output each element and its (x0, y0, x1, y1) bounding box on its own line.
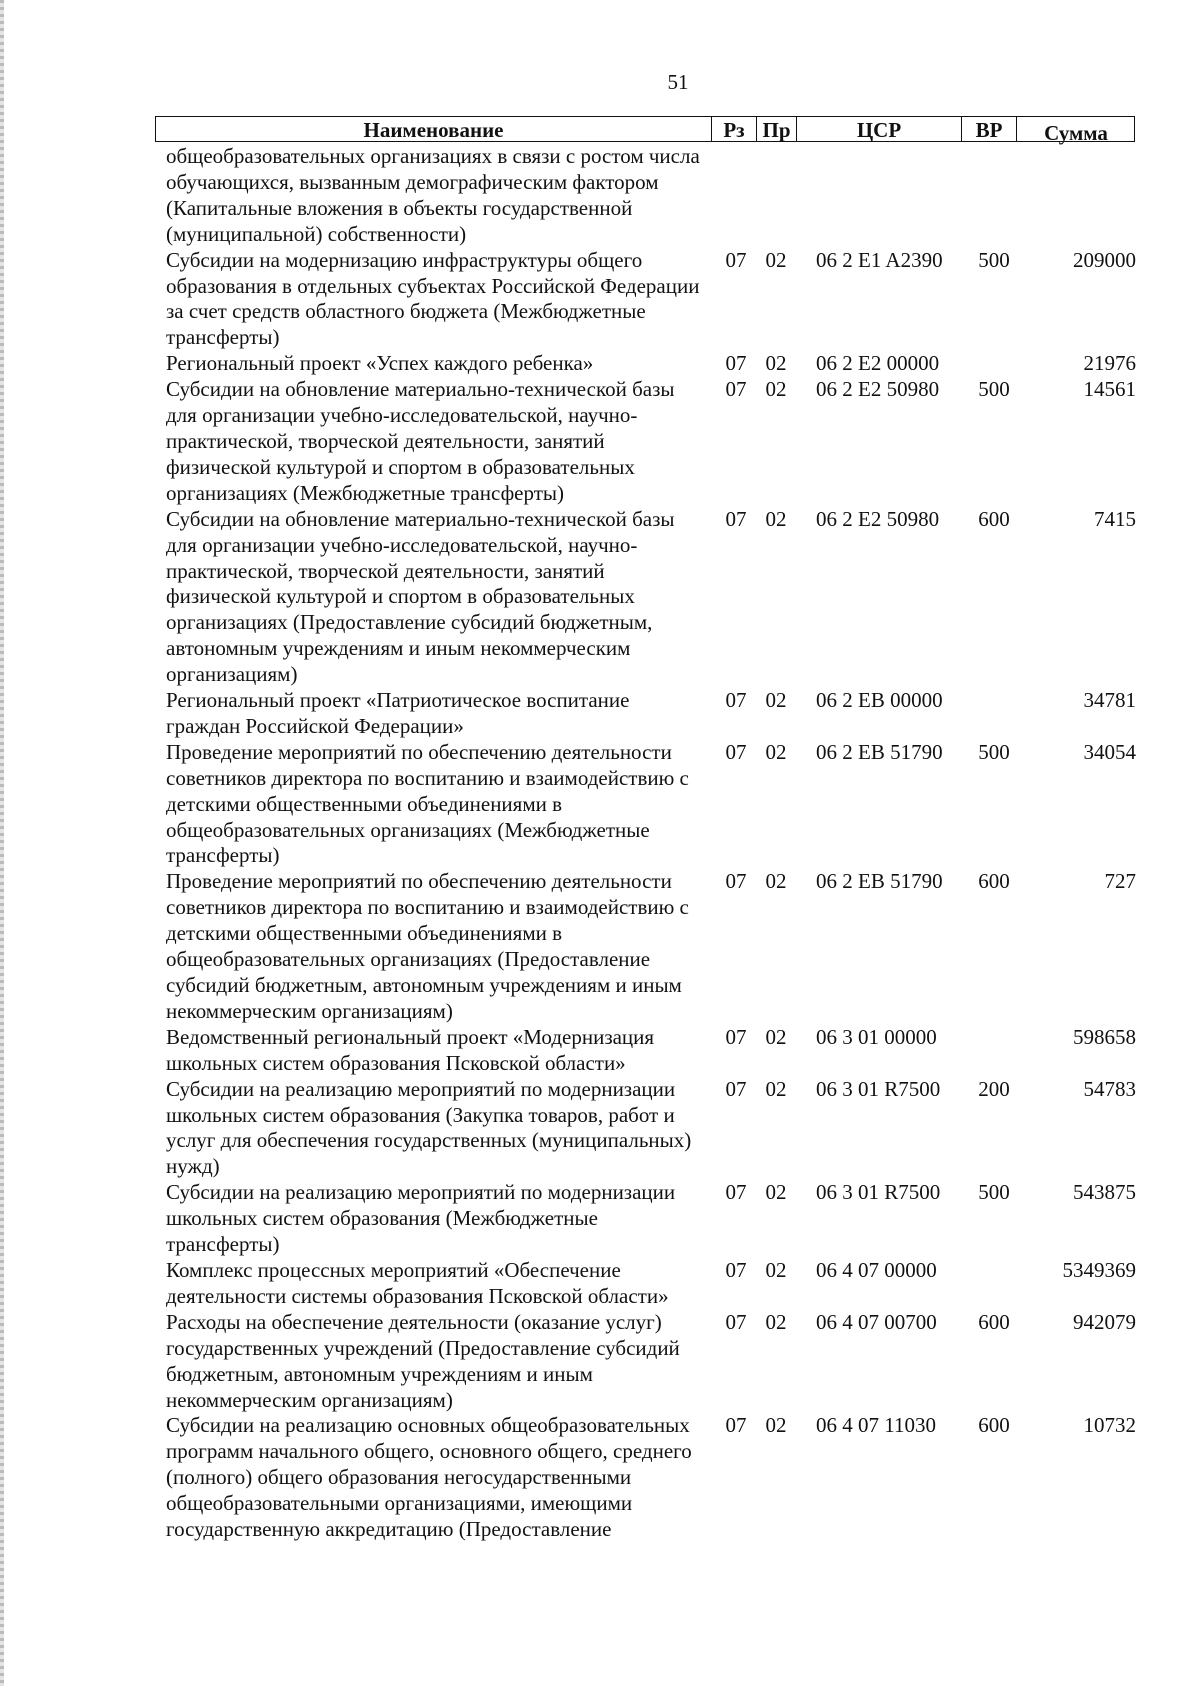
row-pr: 02 (765, 688, 787, 713)
row-csr: 06 4 07 11030 (816, 1413, 936, 1438)
row-rz: 07 (725, 1076, 747, 1101)
row-sum: 5349369 (1062, 1257, 1136, 1282)
table-row (166, 377, 1146, 507)
row-name: Субсидии на реализацию основных общеобразовательных программ начального общего, основного общего, среднего (полного) общего образования негосударственными общеобразовательными организациями, имеющими государственную аккредитацию (Предоставление (166, 1413, 692, 1542)
row-pr: 02 (765, 351, 787, 376)
header-rz: Рз (711, 117, 756, 141)
row-sum: 727 (1104, 869, 1136, 894)
row-name: Ведомственный региональный проект «Модернизация школьных систем образования Псковской области» (166, 1024, 655, 1075)
table-row (166, 1258, 1146, 1310)
row-name: Субсидии на реализацию мероприятий по модернизации школьных систем образования (Межбюджетные трансферты) (166, 1180, 676, 1257)
row-csr: 06 2 E2 50980 (816, 377, 940, 402)
row-vr: 600 (978, 506, 1010, 531)
row-name: Региональный проект «Успех каждого ребенка» (166, 351, 594, 376)
table-row (166, 869, 1146, 1024)
row-pr: 02 (765, 247, 787, 272)
row-rz: 07 (725, 1413, 747, 1438)
row-rz: 07 (725, 869, 747, 894)
row-vr: 200 (978, 1076, 1010, 1101)
row-csr: 06 3 01 00000 (816, 1024, 937, 1049)
row-rz: 07 (725, 1180, 747, 1205)
table-row (166, 1025, 1146, 1077)
row-vr: 600 (978, 1309, 1010, 1334)
row-rz: 07 (725, 247, 747, 272)
row-pr: 02 (765, 506, 787, 531)
table-row (166, 688, 1146, 740)
row-sum: 21976 (1083, 351, 1136, 376)
row-csr: 06 2 E2 50980 (816, 506, 940, 531)
row-csr: 06 4 07 00700 (816, 1309, 937, 1334)
row-name: общеобразовательных организациях в связи с ростом числа обучающихся, вызванным демографическим фактором (Капитальные вложения в объекты государственной (муниципальной) собственности) (166, 144, 700, 246)
row-csr: 06 2 E1 A2390 (816, 247, 943, 272)
row-rz: 07 (725, 1257, 747, 1282)
row-rz: 07 (725, 1309, 747, 1334)
row-pr: 02 (765, 377, 787, 402)
row-name: Расходы на обеспечение деятельности (оказание услуг) государственных учреждений (Предоставление субсидий бюджетным, автономным учреждениям и иным некоммерческим организациям) (166, 1309, 680, 1412)
row-pr: 02 (765, 1024, 787, 1049)
header-csr: ЦСР (796, 117, 961, 141)
row-csr: 06 2 EB 00000 (816, 688, 943, 713)
row-csr: 06 2 EB 51790 (816, 739, 943, 764)
table-row (166, 1077, 1146, 1181)
table-row (166, 248, 1146, 352)
row-name: Субсидии на реализацию мероприятий по модернизации школьных систем образования (Закупка товаров, работ и услуг для обеспечения государственных (муниципальных) нужд) (166, 1076, 692, 1179)
row-sum: 209000 (1073, 247, 1136, 272)
row-pr: 02 (765, 1413, 787, 1438)
row-name: Проведение мероприятий по обеспечению деятельности советников директора по воспитанию и взаимодействию с детскими общественными объединениями в общеобразовательных организациях (Предоставление субсидий бюджетным, автономным учреждениям и иным некоммерческим организациям) (166, 869, 689, 1023)
row-pr: 02 (765, 1076, 787, 1101)
row-sum: 942079 (1073, 1309, 1136, 1334)
header-pr: Пр (756, 117, 796, 141)
row-vr: 600 (978, 1413, 1010, 1438)
row-sum: 543875 (1073, 1180, 1136, 1205)
header-vr: ВР (961, 117, 1016, 141)
table-row (166, 740, 1146, 870)
scan-edge (0, 0, 4, 1686)
table-row (166, 1310, 1146, 1414)
row-name: Региональный проект «Патриотическое воспитание граждан Российской Федерации» (166, 688, 630, 738)
row-rz: 07 (725, 688, 747, 713)
row-sum: 10732 (1083, 1413, 1136, 1438)
row-sum: 14561 (1083, 377, 1136, 402)
row-sum: 54783 (1083, 1076, 1136, 1101)
row-sum: 598658 (1073, 1024, 1136, 1049)
row-rz: 07 (725, 351, 747, 376)
row-vr: 500 (978, 377, 1010, 402)
row-csr: 06 3 01 R7500 (816, 1076, 941, 1101)
row-vr: 500 (978, 1180, 1010, 1205)
row-name: Комплекс процессных мероприятий «Обеспечение деятельности системы образования Псковской области» (166, 1257, 669, 1308)
table-row (166, 144, 1146, 248)
table-row (166, 1180, 1146, 1258)
row-pr: 02 (765, 869, 787, 894)
row-pr: 02 (765, 739, 787, 764)
row-vr: 600 (978, 869, 1010, 894)
table-row (166, 1413, 1146, 1543)
row-name: Субсидии на обновление материально-технической базы для организации учебно-исследовательской, научно-практической, творческой деятельности, занятий физической культурой и спортом в образовательных организациях (Межбюджетные трансферты) (166, 377, 675, 505)
row-name: Субсидии на обновление материально-технической базы для организации учебно-исследовательской, научно-практической, творческой деятельности, занятий физической культурой и спортом в образовательных организациях (Предоставление субсидий бюджетным, автономным учреждениям и иным некоммерческим организациям) (166, 506, 675, 687)
row-name: Проведение мероприятий по обеспечению деятельности советников директора по воспитанию и взаимодействию с детскими общественными объединениями в общеобразовательных организациях (Межбюджетные трансферты) (166, 739, 689, 868)
page-number: 51 (667, 70, 689, 94)
header-name: Наименование (363, 118, 504, 142)
row-rz: 07 (725, 377, 747, 402)
table-row (166, 351, 1146, 377)
table-row (166, 507, 1146, 688)
row-sum: 34781 (1083, 688, 1136, 713)
table-header (155, 116, 1135, 145)
row-rz: 07 (725, 739, 747, 764)
row-csr: 06 2 E2 00000 (816, 351, 940, 376)
table-body (166, 144, 1146, 1543)
row-csr: 06 2 EB 51790 (816, 869, 943, 894)
row-sum: 34054 (1083, 739, 1136, 764)
row-csr: 06 4 07 00000 (816, 1257, 937, 1282)
row-rz: 07 (725, 506, 747, 531)
row-sum: 7415 (1094, 506, 1136, 531)
row-rz: 07 (725, 1024, 747, 1049)
row-vr: 500 (978, 739, 1010, 764)
row-vr: 500 (978, 247, 1010, 272)
row-name: Субсидии на модернизацию инфраструктуры общего образования в отдельных субъектах Российской Федерации за счет средств областного бюджета (Межбюджетные трансферты) (166, 247, 700, 350)
header-sum: Сумма (1016, 117, 1135, 141)
row-pr: 02 (765, 1309, 787, 1334)
row-pr: 02 (765, 1257, 787, 1282)
row-csr: 06 3 01 R7500 (816, 1180, 941, 1205)
row-pr: 02 (765, 1180, 787, 1205)
